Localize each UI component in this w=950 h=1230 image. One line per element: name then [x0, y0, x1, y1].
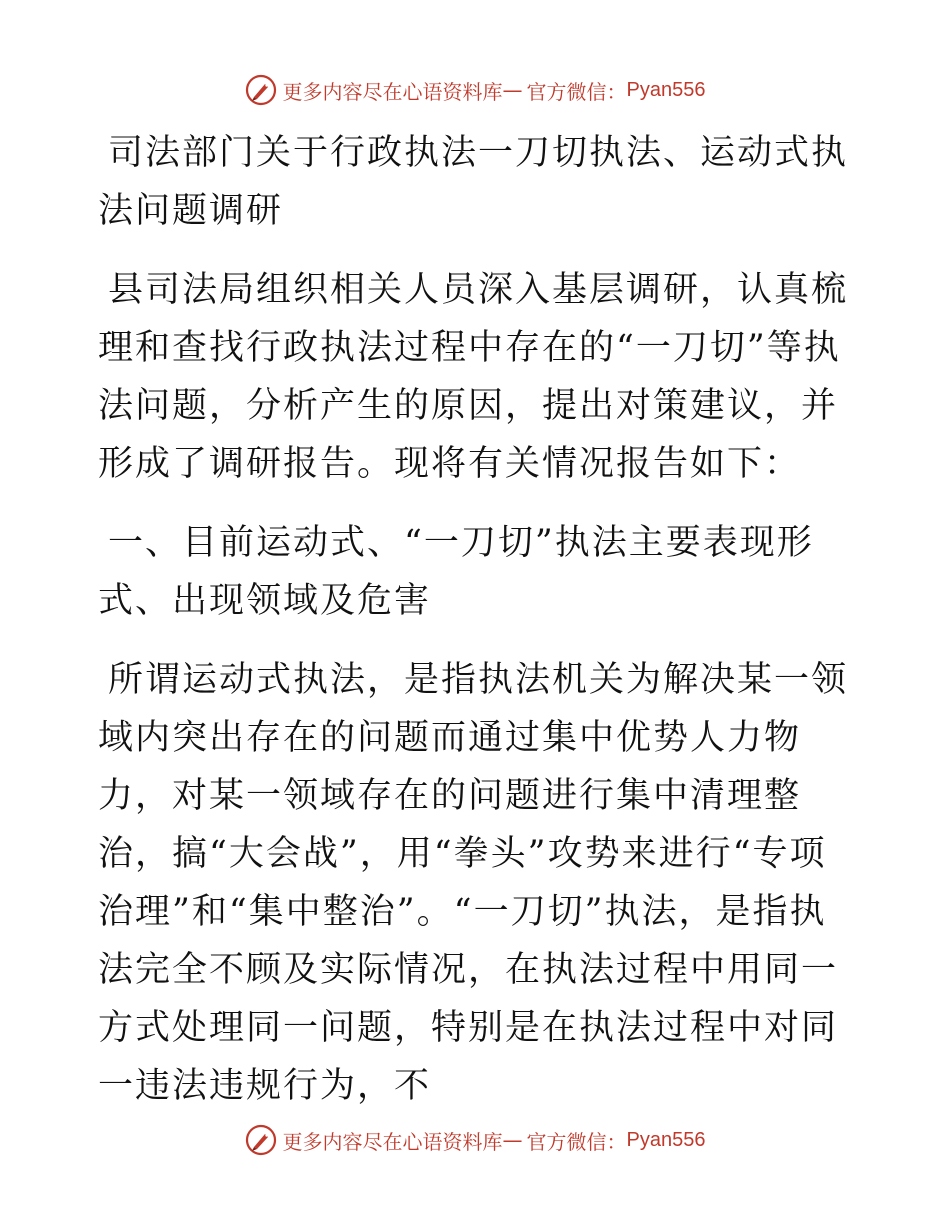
pen-nib-logo-icon: [245, 1124, 277, 1156]
pen-nib-logo-icon: [245, 74, 277, 106]
watermark-wechat-label: 官方微信：: [526, 1129, 627, 1154]
watermark-wechat-label: 官方微信：: [526, 79, 627, 104]
watermark-dash: —: [502, 1128, 523, 1152]
document-title: 司法部门关于行政执法一刀切执法、运动式执法问题调研: [98, 133, 849, 231]
document-body: [98, 124, 850, 1115]
watermark-main-text: 更多内容尽在心语资料库: [282, 79, 503, 104]
watermark-wechat-id: Pyan556: [626, 1128, 706, 1151]
intro-paragraph: 县司法局组织相关人员深入基层调研，认真梳理和查找行政执法过程中存在的“一刀切”等执法问题，分析产生的原因，提出对策建议，并形成了调研报告。现将有关情况报告如下：: [98, 270, 849, 484]
body-paragraph: 所谓运动式执法，是指执法机关为解决某一领域内突出存在的问题而通过集中优势人力物力，对某一领域存在的问题进行集中清理整治，搞“大会战”，用“拳头”攻势来进行“专项治理”和“集中整治”。“一刀切”执法，是指执法完全不顾及实际情况，在执法过程中用同一方式处理同一问题，特别是在执法过程中对同一违法违规行为，不: [98, 660, 849, 1106]
watermark-main-text: 更多内容尽在心语资料库: [282, 1129, 503, 1154]
watermark-header: [0, 70, 950, 110]
watermark-wechat-id: Pyan556: [626, 78, 706, 101]
watermark-dash: —: [502, 78, 523, 102]
section-heading: 一、目前运动式、“一刀切”执法主要表现形式、出现领域及危害: [98, 523, 814, 621]
watermark-footer: [0, 1120, 950, 1160]
